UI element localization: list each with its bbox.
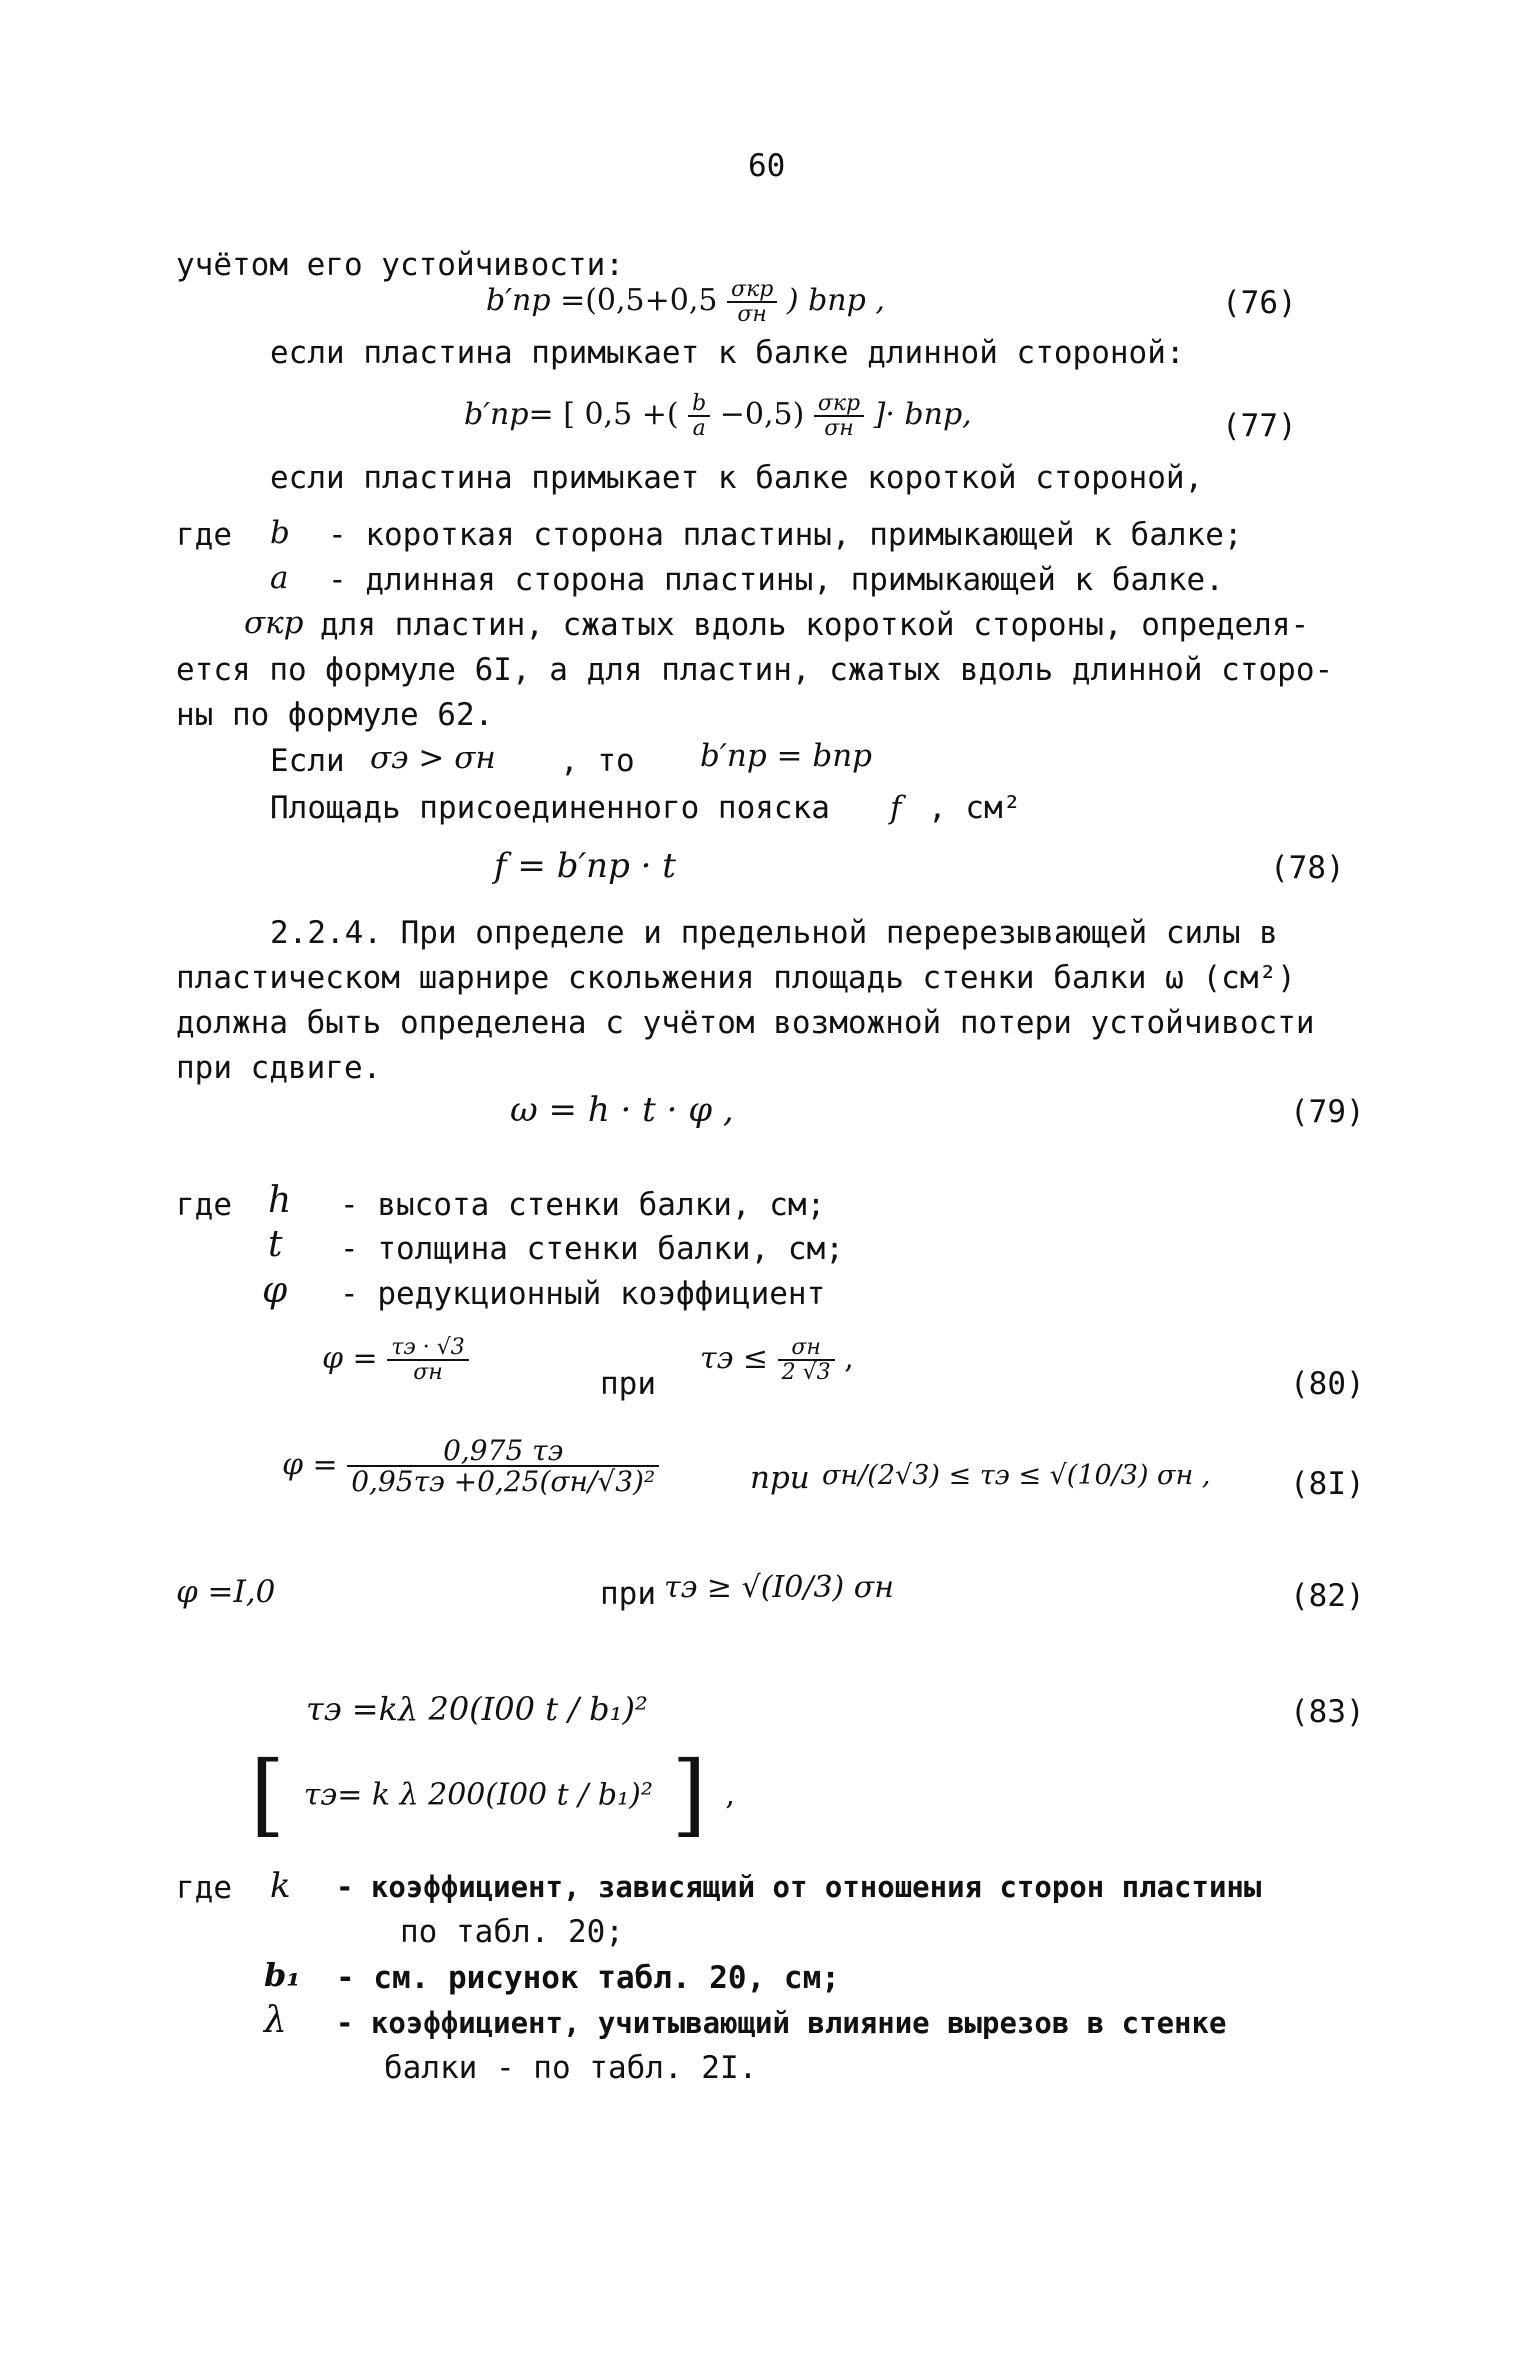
if-condition: σэ > σн	[370, 740, 496, 776]
equation-76	[486, 278, 885, 326]
equation-81: φ = $\frac{0,975 \tau э}{\text{0,95τэ +0,25(σн/√3)²}}$	[282, 1436, 659, 1497]
eq83-right-bracket: ]	[671, 1742, 707, 1847]
eq76-number: (76)	[1222, 285, 1297, 321]
eq80-condition: τэ ≤ $\frac{\sigma н}{2 √3}$ ,	[700, 1335, 854, 1386]
eq81-condition: σн/(2√3) ≤ τэ ≤ √(10/3) σн ,	[822, 1460, 1211, 1491]
equation-83-line1: τэ =kλ 20(I00 t / b₁)²	[306, 1690, 648, 1728]
where4-sym-b1: b₁	[264, 1956, 301, 1994]
eq83-number: (83)	[1290, 1694, 1365, 1730]
cond76: если пластина примыкает к балке длинной стороной:	[270, 335, 1185, 371]
where4-sym-lambda: λ	[264, 2000, 287, 2041]
area-text: Площадь присоединенного пояска	[270, 790, 830, 826]
equation-78: f = b′пр · t	[494, 846, 676, 886]
where2-text: - длинная сторона пластины, примыкающей к балке.	[328, 562, 1224, 598]
para1-line3: ны по формуле 62.	[176, 697, 494, 733]
eq82-condition: τэ ≥ √(I0/3) σн	[664, 1570, 895, 1605]
equation-82-lhs: φ =I,0	[176, 1574, 276, 1610]
para1-symbol: σкр	[244, 605, 304, 641]
para2-line2: пластическом шарнире скольжения площадь стенки балки ω (см²)	[176, 960, 1296, 996]
eq76-frac: $\frac{\text{σкр}}{\sigma н}$	[727, 278, 777, 326]
eq76-lhs: b′пр	[486, 283, 551, 319]
where4-text-lambda-cont: балки - по табл. 2I.	[384, 2050, 758, 2086]
where3-text-h: - высота стенки балки, см;	[340, 1187, 826, 1223]
para1-line1: для пластин, сжатых вдоль короткой стороны, определя-	[320, 607, 1310, 643]
eq81-pri: при	[750, 1460, 810, 1496]
equation-80: φ = $\frac{\tau э \cdot √3}{\sigma н}$	[322, 1336, 469, 1384]
where1-text: - короткая сторона пластины, примыкающей к балке;	[328, 517, 1243, 553]
where3-sym-phi: φ	[262, 1270, 288, 1311]
where3-text-t: - толщина стенки балки, см;	[340, 1231, 844, 1267]
area-symbol: f	[890, 790, 902, 826]
eq81-number: (8I)	[1290, 1466, 1365, 1502]
where4-text-lambda: - коэффициент, учитывающий влияние вырезов в стенке	[336, 2006, 1227, 2040]
eq79-number: (79)	[1290, 1094, 1365, 1130]
where2-symbol: a	[270, 560, 289, 596]
area-unit: , см²	[928, 790, 1022, 826]
where4-text-b1: - см. рисунок табл. 20, см;	[336, 1960, 840, 1996]
where3-sym-h: h	[268, 1180, 292, 1221]
eq82-number: (82)	[1290, 1578, 1365, 1614]
where1-word: где	[176, 517, 232, 553]
page-number: 60	[748, 148, 786, 184]
eq78-number: (78)	[1270, 850, 1345, 886]
where3-sym-t: t	[268, 1224, 283, 1265]
eq76-body: =(0,5+0,5	[560, 283, 718, 319]
where3-word: где	[176, 1187, 232, 1223]
cond77: если пластина примыкает к балке короткой стороной,	[270, 460, 1204, 496]
para2-line1: 2.2.4. При определе и предельной перерезывающей силы в	[270, 915, 1278, 951]
intro-line: учётом его устойчивости:	[176, 247, 624, 283]
if-word: Если	[270, 743, 345, 779]
eq83-line2: [ τэ= k λ 200(I00 t / b₁)² ] ,	[250, 1742, 735, 1847]
eq80-number: (80)	[1290, 1366, 1365, 1402]
where3-text-phi: - редукционный коэффициент	[340, 1276, 826, 1312]
where4-text-k-cont: по табл. 20;	[400, 1914, 624, 1950]
where1-symbol: b	[270, 515, 290, 551]
eq83-line2-expr: τэ= k λ 200(I00 t / b₁)²	[303, 1777, 653, 1813]
eq80-pri: при	[600, 1366, 656, 1402]
para2-line4: при сдвиге.	[176, 1050, 382, 1086]
if-then: , то	[560, 743, 635, 779]
eq77-number: (77)	[1222, 408, 1297, 444]
equation-77: b′пр= [ 0,5 +( $\frac{b}{a}$ −0,5) $\frac{\text{σкр}}{\sigma н}$ ]· bпр,	[464, 391, 972, 442]
para1-line2: ется по формуле 6I, а для пластин, сжатых вдоль длинной сторо-	[176, 652, 1334, 688]
eq83-left-bracket: [	[250, 1742, 286, 1847]
equation-79: ω = h · t · φ ,	[510, 1090, 734, 1130]
where4-sym-k: k	[270, 1866, 291, 1906]
eq76-tail: ) bпр ,	[786, 283, 885, 319]
where4-word: где	[176, 1870, 232, 1906]
para2-line3: должна быть определена с учётом возможной потери устойчивости	[176, 1005, 1315, 1041]
if-result: b′пр = bпр	[700, 738, 873, 774]
eq82-pri: при	[600, 1576, 656, 1612]
where4-text-k: - коэффициент, зависящий от отношения сторон пластины	[336, 1870, 1262, 1904]
